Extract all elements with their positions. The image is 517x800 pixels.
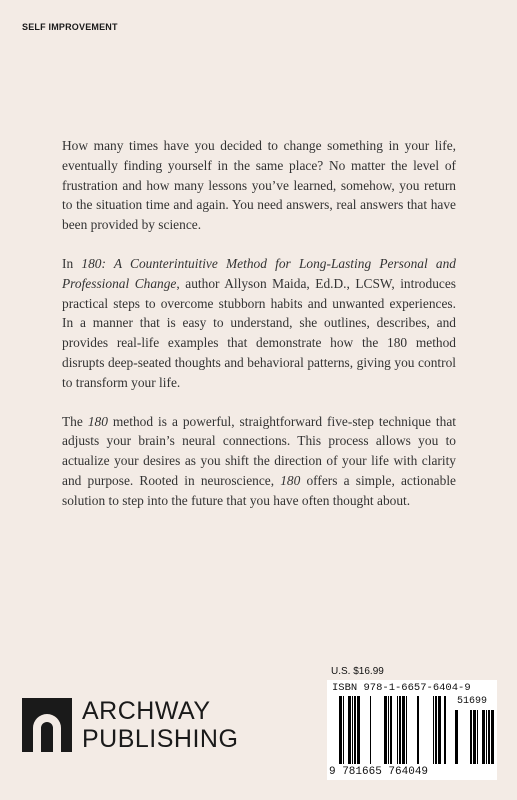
blurb-p2-body: , author Allyson Maida, Ed.D., LCSW, introduces practical steps to overcome stubborn habits and unwanted experiences. In a manner that is easy to understand, she outlines, describes, and provides real-life examples that demonstrate how the 180 method disrupts deep-seated thoughts and behavioral patterns, giving you control to transform your life. (62, 275, 456, 390)
blurb-paragraph-1: How many times have you decided to change something in your life, eventually finding yourself in the same place? No matter the level of frustration and how many lessons you’ve learned, somehow, you return to the situation time and again. You need answers, real answers that have been provided by science. (62, 138, 456, 233)
barcode-panel (327, 680, 497, 780)
publisher-name-line2: PUBLISHING (82, 724, 239, 753)
price-label: U.S. $16.99 (331, 666, 384, 677)
isbn-text: ISBN 978-1-6657-6404-9 (332, 682, 471, 694)
book-title: 180: A Counterintuitive Method for Long-Lasting Personal and Professional Change (62, 255, 456, 291)
method-name: 180 (87, 413, 108, 429)
blurb-p3-intro: The (62, 413, 88, 429)
blurb-paragraph-2 (62, 254, 456, 393)
publisher-logo (22, 698, 238, 752)
book-short-title: 180 (280, 472, 301, 488)
archway-logo-icon (22, 698, 72, 752)
back-cover-blurb (62, 136, 456, 530)
category-label: SELF IMPROVEMENT (22, 22, 118, 32)
blurb-paragraph-3 (62, 412, 456, 511)
blurb-p3-end: offers a simple, actionable solution to step into the future that you have often thought about. (62, 472, 456, 508)
publisher-name-line1: ARCHWAY (82, 696, 211, 725)
barcode-image (327, 680, 497, 780)
blurb-p2-intro: In (62, 255, 82, 271)
barcode-number: 9 781665 764049 (329, 766, 429, 778)
publisher-name (82, 696, 239, 753)
blurb-p3-body: method is a powerful, straightforward five-step technique that adjusts your brain’s neural connections. This process allows you to actualize your desires as you shift the direction of your life with clarity and purpose. Rooted in neuroscience, (62, 413, 456, 488)
addon-code: 51699 (457, 696, 488, 707)
